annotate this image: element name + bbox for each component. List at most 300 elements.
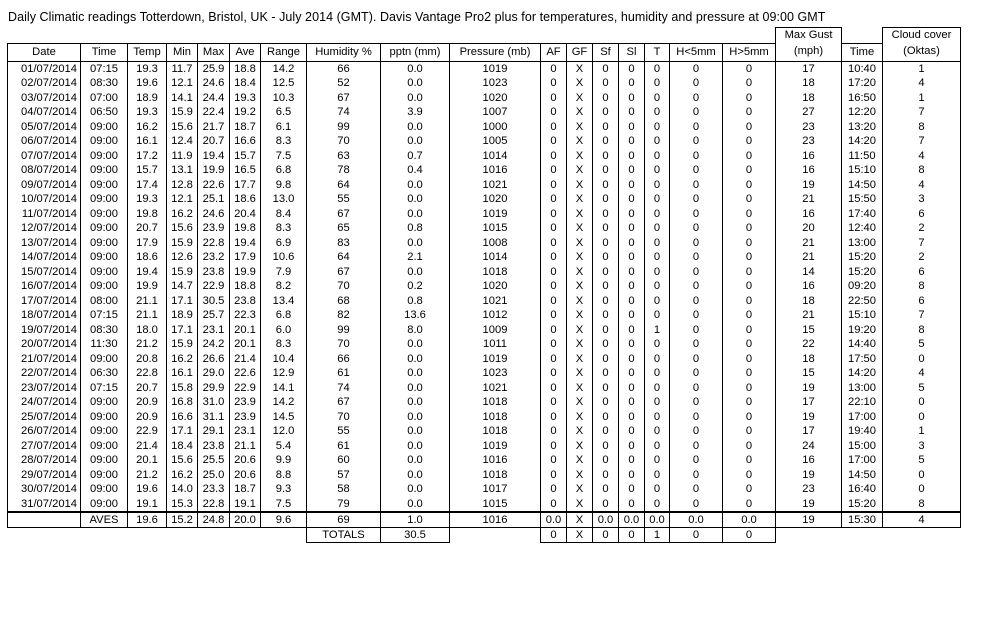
cell-sf: 0 <box>593 250 619 265</box>
cell-temp: 22.9 <box>128 424 167 439</box>
cell-sl: 0 <box>619 163 645 178</box>
aves-hail-small: 0.0 <box>670 512 723 528</box>
cell-af: 0 <box>541 323 567 338</box>
cell-sl: 0 <box>619 482 645 497</box>
cell-sl: 0 <box>619 410 645 425</box>
cell-ave: 17.7 <box>230 178 261 193</box>
cell-gf: X <box>567 468 593 483</box>
cell-af: 0 <box>541 192 567 207</box>
cell-t: 0 <box>645 105 670 120</box>
cell-min: 18.9 <box>167 308 198 323</box>
cell-min: 18.4 <box>167 439 198 454</box>
cell-pptn: 0.0 <box>381 366 450 381</box>
cell-hail-small: 0 <box>670 61 723 76</box>
cell-humidity: 57 <box>307 468 381 483</box>
cell-min: 12.1 <box>167 192 198 207</box>
cell-sf: 0 <box>593 61 619 76</box>
cell-date: 08/07/2014 <box>8 163 81 178</box>
cell-min: 15.3 <box>167 497 198 513</box>
col-header-sl: Sl <box>619 43 645 61</box>
col-header-temp: Temp <box>128 43 167 61</box>
cell-cloud-cover: 6 <box>883 294 961 309</box>
table-row <box>8 76 961 91</box>
cell-sf: 0 <box>593 366 619 381</box>
cell-sf: 0 <box>593 323 619 338</box>
cell-date: 16/07/2014 <box>8 279 81 294</box>
cell-gust-time: 13:00 <box>842 381 883 396</box>
cell-range: 6.8 <box>261 308 307 323</box>
aves-gust-time: 15:30 <box>842 512 883 528</box>
cell-temp: 17.4 <box>128 178 167 193</box>
cell-max: 23.9 <box>198 221 230 236</box>
cell-gust-time: 15:20 <box>842 265 883 280</box>
table-row <box>8 468 961 483</box>
cell-hail-small: 0 <box>670 91 723 106</box>
cell-temp: 19.1 <box>128 497 167 513</box>
cell-hail-small: 0 <box>670 250 723 265</box>
cell-max-gust: 19 <box>776 497 842 513</box>
col-header-oktas: (Oktas) <box>883 43 961 61</box>
cell-hail-large: 0 <box>723 337 776 352</box>
aves-max-gust: 19 <box>776 512 842 528</box>
cell-af: 0 <box>541 453 567 468</box>
cell-sl: 0 <box>619 439 645 454</box>
cell-temp: 21.2 <box>128 468 167 483</box>
cell-ave: 18.7 <box>230 120 261 135</box>
page-title: Daily Climatic readings Totterdown, Bristol, UK - July 2014 (GMT). Davis Vantage Pro2 plus for temperatures, humidity and pressure at 09:00 GMT <box>8 10 826 24</box>
cell-t: 0 <box>645 424 670 439</box>
cell-ave: 20.6 <box>230 453 261 468</box>
cell-gust-time: 14:20 <box>842 134 883 149</box>
cell-gust-time: 13:20 <box>842 120 883 135</box>
cell-af: 0 <box>541 91 567 106</box>
cell-humidity: 99 <box>307 323 381 338</box>
cell-hail-small: 0 <box>670 105 723 120</box>
cell-range: 6.0 <box>261 323 307 338</box>
cell-gust-time: 13:00 <box>842 236 883 251</box>
cell-date: 22/07/2014 <box>8 366 81 381</box>
cell-pptn: 0.0 <box>381 207 450 222</box>
cell-date: 01/07/2014 <box>8 61 81 76</box>
cell-humidity: 67 <box>307 91 381 106</box>
cell-sl: 0 <box>619 323 645 338</box>
cell-gf: X <box>567 279 593 294</box>
totals-label: TOTALS <box>307 528 381 543</box>
cell-af: 0 <box>541 105 567 120</box>
table-row <box>8 381 961 396</box>
cell-time: 07:15 <box>81 381 128 396</box>
cell-gust-time: 15:20 <box>842 250 883 265</box>
cell-hail-large: 0 <box>723 265 776 280</box>
cell-min: 12.1 <box>167 76 198 91</box>
cell-ave: 23.9 <box>230 410 261 425</box>
cell-pressure: 1018 <box>450 468 541 483</box>
cell-pptn: 0.0 <box>381 410 450 425</box>
cell-humidity: 58 <box>307 482 381 497</box>
cell-temp: 20.1 <box>128 453 167 468</box>
cell-date: 04/07/2014 <box>8 105 81 120</box>
cell-max-gust: 20 <box>776 221 842 236</box>
cell-sl: 0 <box>619 352 645 367</box>
cell-ave: 19.4 <box>230 236 261 251</box>
cell-hail-small: 0 <box>670 410 723 425</box>
cell-t: 0 <box>645 294 670 309</box>
cell-gust-time: 22:50 <box>842 294 883 309</box>
cell-hail-large: 0 <box>723 76 776 91</box>
cell-gust-time: 22:10 <box>842 395 883 410</box>
aves-time: AVES <box>81 512 128 528</box>
cell-t: 0 <box>645 91 670 106</box>
cell-range: 14.2 <box>261 395 307 410</box>
cell-sf: 0 <box>593 178 619 193</box>
cell-cloud-cover: 8 <box>883 120 961 135</box>
cell-ave: 23.9 <box>230 395 261 410</box>
cell-hail-large: 0 <box>723 178 776 193</box>
table-row <box>8 221 961 236</box>
cell-gf: X <box>567 61 593 76</box>
cell-hail-small: 0 <box>670 294 723 309</box>
cell-hail-large: 0 <box>723 439 776 454</box>
cell-date: 14/07/2014 <box>8 250 81 265</box>
cell-temp: 15.7 <box>128 163 167 178</box>
cell-max-gust: 19 <box>776 468 842 483</box>
cell-hail-large: 0 <box>723 221 776 236</box>
cell-sf: 0 <box>593 221 619 236</box>
cell-af: 0 <box>541 134 567 149</box>
cell-hail-small: 0 <box>670 207 723 222</box>
cell-date: 15/07/2014 <box>8 265 81 280</box>
aves-range: 9.6 <box>261 512 307 528</box>
cell-gust-time: 19:40 <box>842 424 883 439</box>
cell-t: 0 <box>645 265 670 280</box>
cell-hail-small: 0 <box>670 337 723 352</box>
cell-humidity: 70 <box>307 134 381 149</box>
cell-time: 09:00 <box>81 482 128 497</box>
cell-range: 6.1 <box>261 120 307 135</box>
cell-ave: 18.4 <box>230 76 261 91</box>
cell-temp: 20.9 <box>128 395 167 410</box>
aves-t: 0.0 <box>645 512 670 528</box>
aves-pptn: 1.0 <box>381 512 450 528</box>
cell-min: 14.1 <box>167 91 198 106</box>
cell-pptn: 0.0 <box>381 468 450 483</box>
cell-af: 0 <box>541 439 567 454</box>
cell-humidity: 74 <box>307 381 381 396</box>
cell-min: 17.1 <box>167 424 198 439</box>
cell-pptn: 0.2 <box>381 279 450 294</box>
aves-min: 15.2 <box>167 512 198 528</box>
cell-max: 23.1 <box>198 323 230 338</box>
cell-gust-time: 15:50 <box>842 192 883 207</box>
cell-hail-large: 0 <box>723 120 776 135</box>
cell-date: 07/07/2014 <box>8 149 81 164</box>
cell-date: 31/07/2014 <box>8 497 81 513</box>
cell-sf: 0 <box>593 381 619 396</box>
cell-af: 0 <box>541 352 567 367</box>
cell-ave: 19.8 <box>230 221 261 236</box>
cell-max: 24.6 <box>198 207 230 222</box>
cell-cloud-cover: 4 <box>883 366 961 381</box>
cell-af: 0 <box>541 207 567 222</box>
cell-hail-small: 0 <box>670 381 723 396</box>
cell-sl: 0 <box>619 207 645 222</box>
cell-max: 22.4 <box>198 105 230 120</box>
cell-pptn: 0.0 <box>381 192 450 207</box>
cell-gust-time: 12:40 <box>842 221 883 236</box>
cell-pressure: 1000 <box>450 120 541 135</box>
cell-gust-time: 10:40 <box>842 61 883 76</box>
cell-range: 12.9 <box>261 366 307 381</box>
cell-cloud-cover: 0 <box>883 352 961 367</box>
cell-pressure: 1015 <box>450 497 541 513</box>
cell-ave: 16.6 <box>230 134 261 149</box>
cell-hail-small: 0 <box>670 163 723 178</box>
cell-cloud-cover: 1 <box>883 424 961 439</box>
col-header-range: Range <box>261 43 307 61</box>
cell-gf: X <box>567 497 593 513</box>
aves-gf: X <box>567 512 593 528</box>
cell-sl: 0 <box>619 308 645 323</box>
cell-sl: 0 <box>619 221 645 236</box>
cell-pressure: 1016 <box>450 453 541 468</box>
cell-sl: 0 <box>619 192 645 207</box>
col-header-pptn: pptn (mm) <box>381 43 450 61</box>
aves-max: 24.8 <box>198 512 230 528</box>
cell-pptn: 3.9 <box>381 105 450 120</box>
cell-hail-small: 0 <box>670 497 723 513</box>
cell-max: 22.9 <box>198 279 230 294</box>
cell-min: 17.1 <box>167 294 198 309</box>
cell-humidity: 61 <box>307 439 381 454</box>
cell-sl: 0 <box>619 497 645 513</box>
cell-sf: 0 <box>593 395 619 410</box>
cell-range: 9.8 <box>261 178 307 193</box>
cell-hail-small: 0 <box>670 323 723 338</box>
cell-date: 12/07/2014 <box>8 221 81 236</box>
cell-cloud-cover: 7 <box>883 134 961 149</box>
cell-pressure: 1023 <box>450 76 541 91</box>
climate-table <box>7 27 961 543</box>
cell-af: 0 <box>541 381 567 396</box>
cell-date: 11/07/2014 <box>8 207 81 222</box>
cell-gf: X <box>567 76 593 91</box>
cell-gf: X <box>567 381 593 396</box>
aves-hail-large: 0.0 <box>723 512 776 528</box>
cell-temp: 20.8 <box>128 352 167 367</box>
cell-time: 09:00 <box>81 265 128 280</box>
cell-pressure: 1009 <box>450 323 541 338</box>
aves-sl: 0.0 <box>619 512 645 528</box>
cell-ave: 19.2 <box>230 105 261 120</box>
cell-sf: 0 <box>593 468 619 483</box>
cell-date: 17/07/2014 <box>8 294 81 309</box>
cell-pressure: 1018 <box>450 265 541 280</box>
cell-date: 18/07/2014 <box>8 308 81 323</box>
cell-max-gust: 19 <box>776 178 842 193</box>
cell-temp: 22.8 <box>128 366 167 381</box>
table-row <box>8 105 961 120</box>
cell-pptn: 0.0 <box>381 337 450 352</box>
table-row <box>8 134 961 149</box>
cell-cloud-cover: 2 <box>883 250 961 265</box>
cell-cloud-cover: 8 <box>883 497 961 513</box>
cell-sf: 0 <box>593 294 619 309</box>
cell-pressure: 1008 <box>450 236 541 251</box>
cell-t: 0 <box>645 61 670 76</box>
cell-sl: 0 <box>619 178 645 193</box>
cell-max-gust: 15 <box>776 323 842 338</box>
cell-pressure: 1020 <box>450 192 541 207</box>
cell-temp: 18.6 <box>128 250 167 265</box>
cell-time: 09:00 <box>81 120 128 135</box>
totals-pptn: 30.5 <box>381 528 450 543</box>
cell-min: 15.9 <box>167 236 198 251</box>
cell-hail-small: 0 <box>670 352 723 367</box>
cell-af: 0 <box>541 482 567 497</box>
cell-time: 06:50 <box>81 105 128 120</box>
cell-pptn: 0.7 <box>381 149 450 164</box>
totals-hail-small: 0 <box>670 528 723 543</box>
cell-hail-small: 0 <box>670 453 723 468</box>
cell-af: 0 <box>541 265 567 280</box>
cell-range: 13.0 <box>261 192 307 207</box>
cell-gust-time: 12:20 <box>842 105 883 120</box>
cell-date: 19/07/2014 <box>8 323 81 338</box>
cell-af: 0 <box>541 337 567 352</box>
cell-hail-large: 0 <box>723 395 776 410</box>
cell-range: 8.8 <box>261 468 307 483</box>
cell-sf: 0 <box>593 91 619 106</box>
cell-gf: X <box>567 323 593 338</box>
cell-hail-large: 0 <box>723 192 776 207</box>
col-header-af: AF <box>541 43 567 61</box>
cell-af: 0 <box>541 366 567 381</box>
cell-af: 0 <box>541 279 567 294</box>
cell-pptn: 0.0 <box>381 424 450 439</box>
cell-ave: 20.6 <box>230 468 261 483</box>
max-gust-header: Max Gust <box>776 28 842 44</box>
cell-min: 11.9 <box>167 149 198 164</box>
cell-humidity: 78 <box>307 163 381 178</box>
cell-pressure: 1005 <box>450 134 541 149</box>
averages-row <box>8 512 961 528</box>
cell-cloud-cover: 2 <box>883 221 961 236</box>
aves-date <box>8 512 81 528</box>
cell-humidity: 67 <box>307 207 381 222</box>
cell-t: 0 <box>645 149 670 164</box>
cell-time: 06:30 <box>81 366 128 381</box>
cell-sf: 0 <box>593 134 619 149</box>
cell-sl: 0 <box>619 468 645 483</box>
cell-range: 8.4 <box>261 207 307 222</box>
cell-hail-large: 0 <box>723 308 776 323</box>
cell-gf: X <box>567 149 593 164</box>
cell-humidity: 65 <box>307 221 381 236</box>
table-row <box>8 294 961 309</box>
cell-time: 09:00 <box>81 497 128 513</box>
cell-cloud-cover: 8 <box>883 163 961 178</box>
cell-t: 0 <box>645 366 670 381</box>
cell-gf: X <box>567 366 593 381</box>
cell-sl: 0 <box>619 294 645 309</box>
cell-max-gust: 17 <box>776 61 842 76</box>
cell-temp: 19.8 <box>128 207 167 222</box>
cell-ave: 17.9 <box>230 250 261 265</box>
cell-max: 29.1 <box>198 424 230 439</box>
col-header-gust-unit: (mph) <box>776 43 842 61</box>
cell-gf: X <box>567 250 593 265</box>
cell-temp: 21.2 <box>128 337 167 352</box>
cell-min: 16.2 <box>167 352 198 367</box>
cell-pressure: 1019 <box>450 61 541 76</box>
cell-pptn: 0.0 <box>381 91 450 106</box>
cell-humidity: 61 <box>307 366 381 381</box>
cell-t: 0 <box>645 134 670 149</box>
cell-t: 0 <box>645 381 670 396</box>
cell-hail-large: 0 <box>723 424 776 439</box>
col-header-t: T <box>645 43 670 61</box>
cell-humidity: 52 <box>307 76 381 91</box>
cell-temp: 18.9 <box>128 91 167 106</box>
cell-pressure: 1021 <box>450 294 541 309</box>
cell-af: 0 <box>541 308 567 323</box>
cell-range: 6.8 <box>261 163 307 178</box>
cell-max: 29.0 <box>198 366 230 381</box>
cell-max-gust: 19 <box>776 381 842 396</box>
cell-hail-small: 0 <box>670 134 723 149</box>
cell-humidity: 70 <box>307 410 381 425</box>
cell-hail-small: 0 <box>670 236 723 251</box>
cell-ave: 22.6 <box>230 366 261 381</box>
cell-sf: 0 <box>593 105 619 120</box>
cell-pptn: 0.0 <box>381 497 450 513</box>
cell-max: 25.9 <box>198 61 230 76</box>
cell-hail-large: 0 <box>723 366 776 381</box>
cell-t: 0 <box>645 308 670 323</box>
cell-range: 9.3 <box>261 482 307 497</box>
cell-sf: 0 <box>593 439 619 454</box>
cell-pptn: 0.0 <box>381 134 450 149</box>
cell-t: 0 <box>645 453 670 468</box>
cell-time: 09:00 <box>81 352 128 367</box>
cell-cloud-cover: 4 <box>883 76 961 91</box>
cell-min: 16.2 <box>167 468 198 483</box>
cell-humidity: 79 <box>307 497 381 513</box>
aves-cloud-cover: 4 <box>883 512 961 528</box>
cell-max: 24.4 <box>198 91 230 106</box>
cell-max: 29.9 <box>198 381 230 396</box>
cell-ave: 15.7 <box>230 149 261 164</box>
cell-t: 1 <box>645 323 670 338</box>
cell-range: 14.2 <box>261 61 307 76</box>
cell-t: 0 <box>645 352 670 367</box>
cell-hail-large: 0 <box>723 236 776 251</box>
cell-hail-large: 0 <box>723 468 776 483</box>
cell-af: 0 <box>541 250 567 265</box>
cell-pressure: 1023 <box>450 366 541 381</box>
cell-ave: 20.4 <box>230 207 261 222</box>
cell-hail-large: 0 <box>723 453 776 468</box>
cell-max: 25.7 <box>198 308 230 323</box>
cell-range: 9.9 <box>261 453 307 468</box>
cell-max: 22.8 <box>198 497 230 513</box>
cell-hail-large: 0 <box>723 497 776 513</box>
cell-gf: X <box>567 265 593 280</box>
cell-min: 16.6 <box>167 410 198 425</box>
cell-cloud-cover: 1 <box>883 91 961 106</box>
cell-af: 0 <box>541 294 567 309</box>
table-row <box>8 120 961 135</box>
